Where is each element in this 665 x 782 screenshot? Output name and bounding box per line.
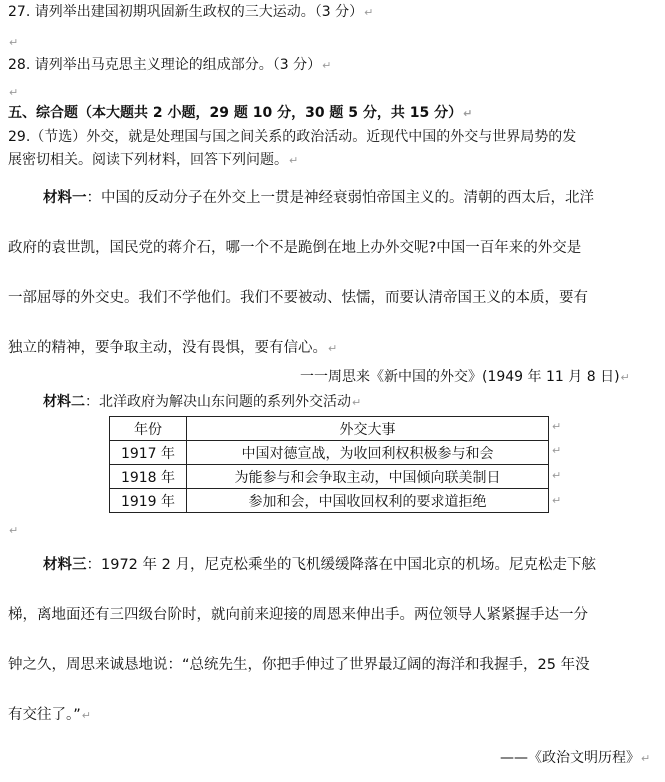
- table-cell-event: 中国对德宣战，为收回利权积极参与和会: [187, 441, 549, 465]
- question-29-text-2: 展密切相关。阅读下列材料，回答下列问题。: [8, 152, 288, 168]
- material-1-line: 一部屈辱的外交史。我们不学他们。我们不要被动、怯懦，而要认清帝国王义的本质，要有: [8, 290, 588, 306]
- material-1-line: 材料一：中国的反动分子在外交上一贯是神经衰弱怕帝国主义的。清朝的西太后，北洋: [43, 190, 594, 206]
- material-1-line: 独立的精神，要争取主动，没有畏惧，要有信心。↵: [8, 340, 338, 356]
- paragraph-mark: ↵: [641, 752, 651, 765]
- paragraph-mark: ↵: [620, 371, 630, 384]
- material-2-intro: 材料二：北洋政府为解决山东问题的系列外交活动↵: [43, 394, 362, 410]
- table-cell-year: 1918 年: [110, 465, 187, 489]
- material-1-line: 政府的袁世凯，国民党的蒋介石，哪一个不是跪倒在地上办外交呢?中国一百年来的外交是: [8, 240, 582, 256]
- paragraph-mark: ↵: [328, 342, 338, 355]
- paragraph-mark: ↵: [289, 154, 299, 167]
- section-5-heading: [8, 103, 472, 124]
- paragraph-mark: ↵: [463, 107, 473, 120]
- table-header-year: 年份: [110, 417, 187, 441]
- paragraph-mark: ↵: [352, 396, 362, 409]
- material-1: [8, 188, 656, 359]
- empty-line: [8, 32, 18, 53]
- material-3-line: 材料三：1972 年 2 月，尼克松乘坐的飞机缓缓降落在中国北京的机场。尼克松走下舷: [43, 557, 596, 573]
- material-3-line: 有交往了。”↵: [8, 707, 91, 723]
- table-cell-year: 1919 年: [110, 489, 187, 513]
- question-29-text-1: 29.（节选）外交，就是处理国与国之间关系的政治活动。近现代中国的外交与世界局势的发: [8, 129, 577, 145]
- paragraph-mark: ↵: [552, 494, 562, 507]
- material-1-label: 材料一: [43, 190, 87, 206]
- question-29-line1: [8, 127, 576, 147]
- question-29-line2: [8, 150, 298, 171]
- question-27-text: 27. 请列举出建国初期巩固新生政权的三大运动。（3 分）: [8, 4, 364, 20]
- material-2-intro-text: 北洋政府为解决山东问题的系列外交活动: [99, 394, 351, 410]
- table-row: [110, 441, 549, 465]
- paragraph-mark: ↵: [9, 524, 19, 537]
- table-cell-year: 1917 年: [110, 441, 187, 465]
- table-header-row: [110, 417, 549, 441]
- empty-line: [8, 520, 18, 541]
- empty-line: [8, 82, 18, 103]
- paragraph-mark: ↵: [552, 444, 562, 457]
- paragraph-mark: ↵: [9, 86, 19, 99]
- paragraph-mark: ↵: [81, 709, 91, 722]
- paragraph-mark: ↵: [364, 6, 374, 19]
- diplomacy-table: [109, 416, 549, 513]
- question-27: [8, 2, 373, 23]
- question-28: [8, 55, 331, 76]
- material-1-source-text: 一一周思来《新中国的外交》(1949 年 11 月 8 日): [300, 369, 620, 385]
- table-header-event: 外交大事: [187, 417, 549, 441]
- paragraph-mark: ↵: [552, 420, 562, 433]
- material-3-line: 梯，离地面还有三四级台阶时，就向前来迎接的周恩来伸出手。两位领导人紧紧握手达一分: [8, 607, 588, 623]
- material-3: [8, 555, 656, 726]
- section-5-heading-text: 五、综合题（本大题共 2 小题，29 题 10 分，30 题 5 分，共 15 分）: [8, 105, 463, 121]
- question-28-text: 28. 请列举出马克思主义理论的组成部分。（3 分）: [8, 57, 322, 73]
- material-3-source: [500, 748, 650, 769]
- material-3-label: 材料三: [43, 557, 87, 573]
- material-1-source: [300, 367, 630, 388]
- table-row: [110, 489, 549, 513]
- paragraph-mark: ↵: [322, 59, 332, 72]
- paragraph-mark: ↵: [552, 469, 562, 482]
- material-3-source-text: ——《政治文明历程》: [500, 750, 640, 766]
- table-cell-event: 参加和会，中国收回权利的要求道拒绝: [187, 489, 549, 513]
- table-cell-event: 为能参与和会争取主动，中国倾向联美制日: [187, 465, 549, 489]
- paragraph-mark: ↵: [9, 36, 19, 49]
- material-3-line: 钟之久，周思来诚恳地说：“总统先生，你把手伸过了世界最辽阔的海洋和我握手，25 年没: [8, 657, 590, 673]
- material-2-label: 材料二: [43, 394, 85, 410]
- table-row: [110, 465, 549, 489]
